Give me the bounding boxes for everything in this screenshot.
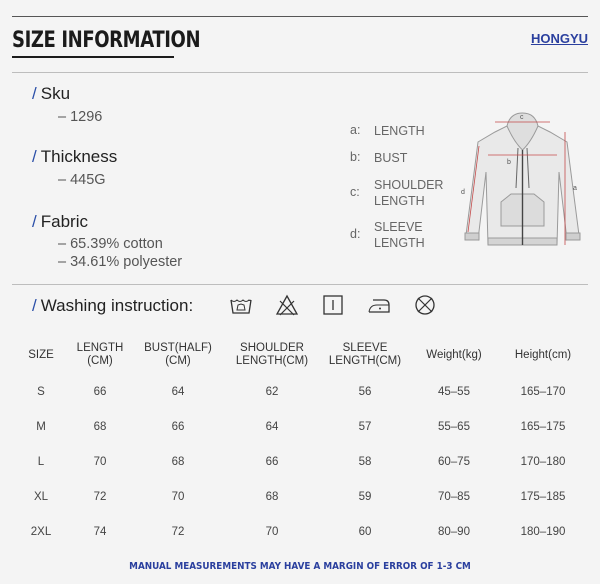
spec-sku-value: – 1296 <box>58 109 103 125</box>
col-size: SIZE <box>28 348 54 361</box>
spec-sku-label: Sku <box>40 84 71 103</box>
diagram-label-d: d <box>461 189 465 196</box>
tumble-dry-icon <box>321 293 345 317</box>
table-row: XL 72 70 68 59 70–85 175–185 <box>33 490 566 503</box>
table-row: M 68 66 64 57 55–65 165–175 <box>36 420 566 433</box>
washing-icons <box>229 293 459 317</box>
spec-sku: / Sku – 1296 <box>32 84 103 125</box>
no-bleach-icon <box>275 293 299 317</box>
spec-thickness-value: – 445G <box>58 172 106 188</box>
title-underline <box>12 56 174 58</box>
top-divider <box>12 16 588 17</box>
table-row: L 70 68 66 58 60–75 170–180 <box>37 455 566 468</box>
diagram-label-c: c <box>520 114 524 121</box>
brand-link[interactable]: HONGYU <box>530 31 588 46</box>
diagram-label-b: b <box>507 159 511 166</box>
washing-instruction: / Washing instruction: <box>32 296 194 315</box>
col-bust: BUST(HALF) (CM) <box>144 342 212 367</box>
table-header-row <box>14 336 588 374</box>
spec-fabric-cotton: – 65.39% cotton <box>58 236 163 252</box>
spec-thickness-label: Thickness <box>40 147 118 166</box>
spec-thickness: / Thickness – 445G <box>32 147 118 188</box>
spec-fabric: / Fabric – 65.39% cotton – 34.61% polyester <box>32 212 183 270</box>
hand-wash-icon <box>229 293 253 317</box>
diagram-label-a: a <box>573 185 577 192</box>
measurement-note: MANUAL MEASUREMENTS MAY HAVE A MARGIN OF ERROR OF 1-3 CM <box>129 561 471 572</box>
hoodie-diagram-icon <box>455 110 590 255</box>
table-row: S 66 64 62 56 45–55 165–170 <box>37 385 566 398</box>
col-shoulder: SHOULDER LENGTH(CM) <box>235 342 309 367</box>
col-height: Height(cm) <box>514 348 572 361</box>
section-divider <box>12 72 588 73</box>
washing-label: Washing instruction: <box>40 296 194 315</box>
spec-fabric-label: Fabric <box>40 212 88 231</box>
col-weight: Weight(kg) <box>426 348 482 361</box>
table-row: 2XL 74 72 70 60 80–90 180–190 <box>30 525 566 538</box>
page-title: SIZE INFORMATION <box>12 28 201 53</box>
no-dry-clean-icon <box>413 293 437 317</box>
iron-icon <box>367 293 391 317</box>
section-divider-2 <box>12 284 588 285</box>
col-length: LENGTH (CM) <box>76 342 124 367</box>
size-table <box>14 336 588 549</box>
col-sleeve: SLEEVE LENGTH(CM) <box>328 342 402 367</box>
spec-fabric-polyester: – 34.61% polyester <box>58 254 183 270</box>
